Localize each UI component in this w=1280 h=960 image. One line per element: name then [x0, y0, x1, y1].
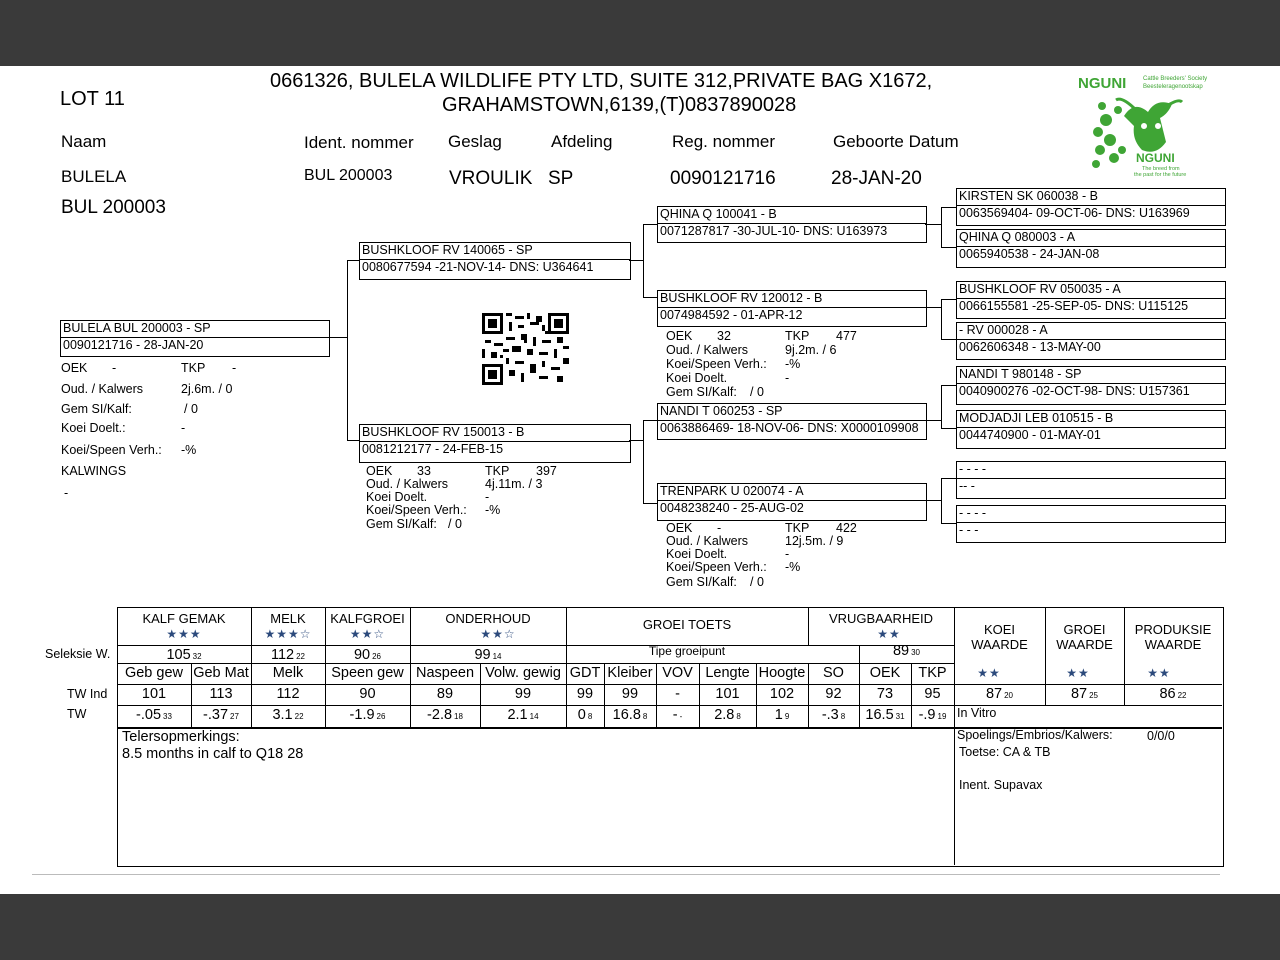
koei-waarde-stars-icon: ★★: [977, 666, 1001, 680]
tw-accuracy: 14: [529, 712, 539, 721]
remarks-text: 8.5 months in calf to Q18 28: [122, 746, 304, 762]
sel-melk-acc: 22: [296, 652, 306, 661]
grid-line: [117, 663, 954, 664]
connector: [925, 224, 941, 225]
lot-number: LOT 11: [60, 88, 125, 110]
group-kalf-gemak: KALF GEMAK: [142, 611, 226, 626]
tw-value: -: [672, 707, 678, 723]
tw-ind-cell: 73: [876, 686, 894, 702]
ggp-2-line-2: 0065940538 - 24-JAN-08: [959, 247, 1100, 261]
sel-vrug-acc: 30: [911, 648, 921, 657]
tw-value: 16.8: [612, 707, 641, 723]
dd-gem-label: Gem SI/Kalf:: [666, 575, 737, 589]
ggp-8-line-2: - - -: [959, 523, 979, 537]
group-kalfgroei: KALFGROEI: [330, 611, 405, 626]
grid-line: [117, 705, 1222, 706]
grid-line: [117, 645, 954, 646]
tw-value: -.3: [821, 707, 839, 723]
row-label-tw-ind: TW Ind: [67, 687, 108, 701]
tw-cell: [117, 707, 191, 723]
column-header: Hoogte: [758, 665, 806, 681]
connector: [643, 224, 644, 298]
ggp-box-8: [956, 505, 1226, 543]
tw-ind-cell: 99: [621, 686, 639, 702]
tw-cell: [251, 707, 325, 723]
column-header: Geb Mat: [193, 665, 249, 681]
animal-box: [60, 320, 330, 357]
tw-cell: [911, 707, 954, 723]
tw-cell: [699, 707, 756, 723]
sel-onderhoud-value: 99: [474, 647, 491, 663]
dd-speen: -%: [785, 560, 801, 574]
connector: [941, 299, 957, 300]
dam-tkp-label: TKP: [485, 464, 510, 478]
column-header: Geb gew: [124, 665, 184, 681]
tw-cell: [859, 707, 911, 723]
column-header: TKP: [918, 665, 947, 681]
tw-ind-cell: 101: [141, 686, 167, 702]
tw-accuracy: -: [679, 712, 683, 721]
dam-oek: 33: [417, 464, 431, 478]
logo-society-2: Beesteleragenootskap: [1143, 84, 1203, 90]
dam-dam-box: [657, 483, 927, 521]
produksie-waarde-num: 86: [1159, 686, 1176, 702]
naam-value: BULELA: [61, 167, 127, 186]
dd-koei: -: [785, 547, 790, 561]
koei-waarde-value: [954, 686, 1045, 702]
ggp-4-line-1: - RV 000028 - A: [959, 323, 1048, 337]
tw-cell: [410, 707, 480, 723]
sel-vrug: [859, 643, 954, 659]
groei-waarde-value: [1045, 686, 1124, 702]
logo-brand-2: NGUNI: [1136, 151, 1175, 165]
tw-cell: [480, 707, 566, 723]
tw-cell: [566, 707, 604, 723]
animal-gem-label: Gem SI/Kalf:: [61, 402, 132, 416]
dd-tkp: 422: [836, 521, 857, 535]
dd-oek-label: OEK: [666, 521, 693, 535]
animal-koei: -: [181, 421, 186, 435]
tipe-groeipunt: Tipe groeipunt: [648, 644, 726, 658]
koei-waarde-title-1: KOEI: [983, 622, 1016, 637]
owner-line-2: GRAHAMSTOWN,6139,(T)0837890028: [442, 94, 797, 116]
kalwings-label: KALWINGS: [61, 464, 127, 478]
geslag-label: Geslag: [448, 132, 502, 151]
sd-speen: -%: [785, 357, 801, 371]
logo-society-1: Cattle Breeders' Society: [1143, 76, 1208, 82]
connector: [925, 500, 941, 501]
sire-sire-line-1: QHINA Q 100041 - B: [660, 207, 777, 221]
sire-box: [359, 242, 631, 280]
group-groei-toets: GROEI TOETS: [642, 617, 732, 632]
tw-accuracy: 8: [587, 712, 593, 721]
spoelings-label: Spoelings/Embrios/Kalwers:: [957, 728, 1113, 742]
tw-ind-cell: 99: [514, 686, 532, 702]
kalwings-value: -: [64, 486, 69, 500]
connector: [643, 503, 657, 504]
connector: [941, 247, 957, 248]
tw-accuracy: 31: [895, 712, 905, 721]
geslag-value: VROULIK: [449, 168, 533, 189]
groei-waarde-stars-icon: ★★: [1066, 666, 1090, 680]
ggp-7-line-2: -- -: [959, 479, 975, 493]
tw-accuracy: 9: [784, 712, 790, 721]
column-header: VOV: [662, 665, 693, 681]
sd-koei-label: Koei Doelt.: [666, 371, 728, 385]
group-onderhoud: ONDERHOUD: [445, 611, 531, 626]
ggp-box-5: [956, 366, 1226, 405]
connector: [643, 297, 657, 298]
dam-line-1: BUSHKLOOF RV 150013 - B: [362, 425, 525, 439]
dam-sire-line-1: NANDI T 060253 - SP: [660, 404, 783, 418]
geboorte-value: 28-JAN-20: [831, 168, 922, 189]
sire-dam-line-2: 0074984592 - 01-APR-12: [660, 308, 803, 322]
animal-koei-label: Koei Doelt.:: [61, 421, 126, 435]
tw-ind-cell: 102: [769, 686, 795, 702]
groei-waarde-title-1: GROEI: [1063, 622, 1106, 637]
connector: [925, 307, 941, 308]
tw-cell: [191, 707, 251, 723]
animal-oud-label: Oud. / Kalwers: [61, 382, 143, 396]
sd-oek: 32: [717, 329, 731, 343]
connector: [925, 420, 941, 421]
tw-ind-cell: 99: [576, 686, 594, 702]
tw-accuracy: 18: [454, 712, 463, 721]
connector: [328, 337, 348, 338]
tw-value: 3.1: [272, 707, 293, 723]
ggp-box-3: [956, 281, 1226, 319]
produksie-waarde-acc: 22: [1177, 691, 1187, 700]
tw-accuracy: 19: [937, 712, 947, 721]
tw-cell: [756, 707, 808, 723]
dam-box: [359, 424, 631, 463]
animal-speen-label: Koei/Speen Verh.:: [61, 443, 162, 457]
dd-oud-label: Oud. / Kalwers: [666, 534, 748, 548]
row-label-tw: TW: [67, 707, 87, 721]
sel-vrug-value: 89: [892, 643, 910, 659]
tw-accuracy: 22: [294, 712, 304, 721]
id-large: BUL 200003: [61, 197, 166, 218]
tw-ind-cell: 89: [436, 686, 454, 702]
sire-dam-box: [657, 290, 927, 327]
reg-label: Reg. nommer: [672, 132, 775, 151]
ggp-8-divider: [957, 522, 1225, 523]
tw-accuracy: 33: [163, 712, 172, 721]
sd-gem: / 0: [750, 385, 764, 399]
dam-dam-line-2: 0048238240 - 25-AUG-02: [660, 501, 804, 515]
dam-dam-line-1: TRENPARK U 020074 - A: [660, 484, 804, 498]
sd-gem-label: Gem SI/Kalf:: [666, 385, 737, 399]
tw-ind-cell: 95: [924, 686, 941, 702]
row-label-seleksie: Seleksie W.: [45, 647, 111, 661]
dam-oud-label: Oud. / Kalwers: [366, 477, 448, 491]
sel-kalfgroei: [325, 647, 410, 663]
ggp-box-1: [956, 188, 1226, 226]
ggp-box-4: [956, 322, 1226, 360]
dd-speen-label: Koei/Speen Verh.:: [666, 560, 767, 574]
tw-cell: [656, 707, 699, 723]
ggp-7-line-1: - - - -: [959, 462, 987, 476]
tw-value: -2.8: [427, 707, 453, 723]
animal-speen: -%: [181, 443, 197, 457]
tw-ind-cell: 101: [715, 686, 740, 702]
groei-waarde-title-2: WAARDE: [1056, 637, 1113, 652]
sel-melk-value: 112: [270, 647, 295, 663]
ggp-6-line-2: 0044740900 - 01-MAY-01: [959, 428, 1101, 442]
produksie-waarde-stars-icon: ★★: [1147, 666, 1171, 680]
tw-ind-cell: 90: [359, 686, 376, 702]
animal-tkp-label: TKP: [181, 361, 206, 375]
dam-tkp: 397: [536, 464, 557, 478]
inent: Inent. Supavax: [959, 778, 1043, 792]
remarks-label: Telersopmerkings:: [122, 729, 240, 745]
column-header: Kleiber: [607, 665, 653, 681]
dam-gem: / 0: [448, 517, 462, 531]
dd-koei-label: Koei Doelt.: [666, 547, 728, 561]
animal-oud: 2j.6m. / 0: [181, 382, 233, 396]
top-dark-band: [0, 0, 1280, 66]
dam-line-2: 0081212177 - 24-FEB-15: [362, 442, 504, 456]
sel-onderhoud: [410, 647, 566, 663]
sd-tkp-label: TKP: [785, 329, 810, 343]
ggp-1-line-2: 0063569404- 09-OCT-06- DNS: U163969: [959, 206, 1190, 220]
koei-waarde-acc: 20: [1004, 691, 1014, 700]
koei-waarde-title-2: WAARDE: [971, 637, 1028, 652]
kalfgroei-stars-icon: ★★☆: [349, 627, 386, 641]
dam-speen: -%: [485, 503, 501, 517]
sel-kalfgroei-acc: 26: [372, 652, 382, 661]
connector: [941, 385, 942, 428]
sd-speen-label: Koei/Speen Verh.:: [666, 357, 767, 371]
groei-waarde-num: 87: [1070, 686, 1088, 702]
connector: [629, 440, 643, 441]
connector: [941, 207, 942, 247]
dam-speen-label: Koei/Speen Verh.:: [366, 503, 467, 517]
geboorte-label: Geboorte Datum: [833, 132, 959, 151]
sel-onderhoud-acc: 14: [492, 652, 502, 661]
sire-dam-line-1: BUSHKLOOF RV 120012 - B: [660, 291, 823, 305]
produksie-waarde-title-2: WAARDE: [1144, 637, 1202, 652]
ggp-7-divider: [957, 478, 1225, 479]
column-header: Melk: [272, 665, 304, 681]
logo-brand: NGUNI: [1078, 75, 1127, 92]
connector: [347, 260, 348, 440]
connector: [941, 478, 942, 523]
qr-code-icon: [482, 313, 569, 385]
ggp-5-line-2: 0040900276 -02-OCT-98- DNS: U157361: [959, 384, 1190, 398]
dam-koei: -: [485, 490, 490, 504]
sire-sire-box: [657, 206, 927, 243]
sel-kalf-value: 105: [166, 647, 191, 663]
tw-value: -.05: [136, 707, 162, 723]
column-header: Speen gew: [331, 665, 404, 681]
tw-accuracy: 8: [840, 712, 846, 721]
tw-value: 1: [774, 707, 783, 723]
connector: [643, 224, 657, 225]
dd-tkp-label: TKP: [785, 521, 810, 535]
tw-value: 2.8: [714, 707, 735, 723]
column-header: Naspeen: [415, 665, 475, 681]
animal-oek-label: OEK: [61, 361, 88, 375]
animal-line-2: 0090121716 - 28-JAN-20: [63, 338, 204, 352]
in-vitro-label: In Vitro: [957, 706, 997, 720]
ggp-1-line-1: KIRSTEN SK 060038 - B: [959, 189, 1098, 203]
groei-waarde-acc: 25: [1089, 691, 1099, 700]
produksie-waarde-title-1: PRODUKSIE: [1134, 622, 1212, 637]
koei-waarde-num: 87: [985, 686, 1003, 702]
column-header: SO: [823, 665, 844, 681]
logo-tagline-2: the past for the future: [1134, 172, 1187, 178]
connector: [941, 385, 957, 386]
connector: [941, 428, 957, 429]
sd-koei: -: [785, 371, 790, 385]
connector: [643, 420, 644, 504]
tw-value: 2.1: [507, 707, 528, 723]
footer-rule: [32, 874, 1220, 875]
owner-line-1: 0661326, BULELA WILDLIFE PTY LTD, SUITE 312,PRIVATE BAG X1672,: [270, 70, 933, 92]
tw-accuracy: 8: [642, 712, 648, 721]
produksie-waarde-value: [1124, 686, 1222, 702]
dam-sire-box: [657, 403, 927, 440]
group-melk: MELK: [270, 611, 306, 626]
sd-tkp: 477: [836, 329, 857, 343]
kalf-gemak-stars-icon: ★★★: [166, 627, 202, 641]
spoelings-value: 0/0/0: [1147, 729, 1175, 743]
tw-ind-cell: -: [675, 686, 680, 702]
dd-gem: / 0: [750, 575, 764, 589]
connector: [941, 299, 942, 339]
sire-line-2: 0080677594 -21-NOV-14- DNS: U364641: [362, 260, 594, 274]
dd-oud: 12j.5m. / 9: [785, 534, 844, 548]
dam-oud: 4j.11m. / 3: [485, 477, 543, 491]
dam-oek-label: OEK: [366, 464, 393, 478]
ggp-2-line-1: QHINA Q 080003 - A: [959, 230, 1076, 244]
ggp-4-line-2: 0062606348 - 13-MAY-00: [959, 340, 1101, 354]
connector: [941, 523, 957, 524]
connector: [643, 420, 657, 421]
animal-gem: / 0: [184, 402, 198, 416]
sel-kalf: [117, 647, 251, 663]
toetse: Toetse: CA & TB: [959, 745, 1051, 759]
dam-sire-line-2: 0063886469- 18-NOV-06- DNS: X0000109908: [660, 421, 919, 435]
column-header: Volw. gewig: [485, 665, 561, 681]
tw-cell: [808, 707, 859, 723]
ggp-box-2: [956, 229, 1226, 268]
column-header: GDT: [569, 665, 601, 681]
tw-accuracy: 8: [736, 712, 741, 721]
reg-value: 0090121716: [670, 168, 776, 189]
ggp-8-line-1: - - - -: [959, 506, 987, 520]
sire-line-1: BUSHKLOOF RV 140065 - SP: [362, 243, 533, 257]
animal-oek: -: [112, 361, 117, 375]
sel-kalf-acc: 32: [192, 652, 202, 661]
tw-value: -.37: [203, 707, 229, 723]
naam-label: Naam: [61, 132, 107, 151]
tw-value: 0: [577, 707, 586, 723]
group-vrugbaarheid: VRUGBAARHEID: [828, 611, 934, 626]
ggp-3-line-1: BUSHKLOOF RV 050035 - A: [959, 282, 1121, 296]
dam-gem-label: Gem SI/Kalf:: [366, 517, 437, 531]
ggp-3-line-2: 0066155581 -25-SEP-05- DNS: U115125: [959, 299, 1189, 313]
connector: [941, 478, 957, 479]
ident-value: BUL 200003: [304, 167, 393, 184]
logo-tagline-1: The breed from: [1142, 166, 1180, 172]
column-header: OEK: [869, 665, 901, 681]
grid-line: [117, 684, 1222, 685]
tw-value: -1.9: [349, 707, 375, 723]
afdeling-value: SP: [548, 168, 574, 189]
ggp-box-7: [956, 461, 1226, 499]
column-header: Lengte: [705, 665, 750, 681]
bottom-dark-band: [0, 894, 1280, 960]
onderhoud-stars-icon: ★★☆: [480, 627, 516, 641]
dd-oek: -: [717, 521, 722, 535]
ident-label: Ident. nommer: [304, 133, 414, 152]
sel-kalfgroei-value: 90: [353, 647, 371, 663]
tw-cell: [325, 707, 410, 723]
sire-sire-line-2: 0071287817 -30-JUL-10- DNS: U163973: [660, 224, 888, 238]
sd-oud-label: Oud. / Kalwers: [666, 343, 748, 357]
tw-accuracy: 26: [376, 712, 386, 721]
connector: [941, 207, 957, 208]
nguni-logo: [1076, 70, 1208, 178]
tw-ind-cell: 92: [825, 686, 842, 702]
tw-accuracy: 27: [230, 712, 239, 721]
vrugbaarheid-stars-icon: ★★: [877, 627, 901, 641]
afdeling-label: Afdeling: [551, 132, 613, 151]
ggp-box-6: [956, 410, 1226, 449]
tw-value: 16.5: [865, 707, 894, 723]
dam-koei-label: Koei Doelt.: [366, 490, 428, 504]
tw-value: -.9: [918, 707, 936, 723]
connector: [941, 339, 957, 340]
tw-cell: [604, 707, 656, 723]
animal-line-1: BULELA BUL 200003 - SP: [63, 321, 211, 335]
sd-oek-label: OEK: [666, 329, 693, 343]
connector: [629, 260, 643, 261]
melk-stars-icon: ★★★☆: [264, 627, 312, 641]
sd-oud: 9j.2m. / 6: [785, 343, 837, 357]
animal-tkp: -: [232, 361, 237, 375]
nguni-logo-icon: [1076, 70, 1208, 178]
ggp-6-line-1: MODJADJI LEB 010515 - B: [959, 411, 1114, 425]
tw-ind-cell: 113: [209, 686, 233, 702]
ggp-5-line-1: NANDI T 980148 - SP: [959, 367, 1082, 381]
sel-melk: [251, 647, 325, 663]
tw-ind-cell: 112: [276, 686, 300, 702]
